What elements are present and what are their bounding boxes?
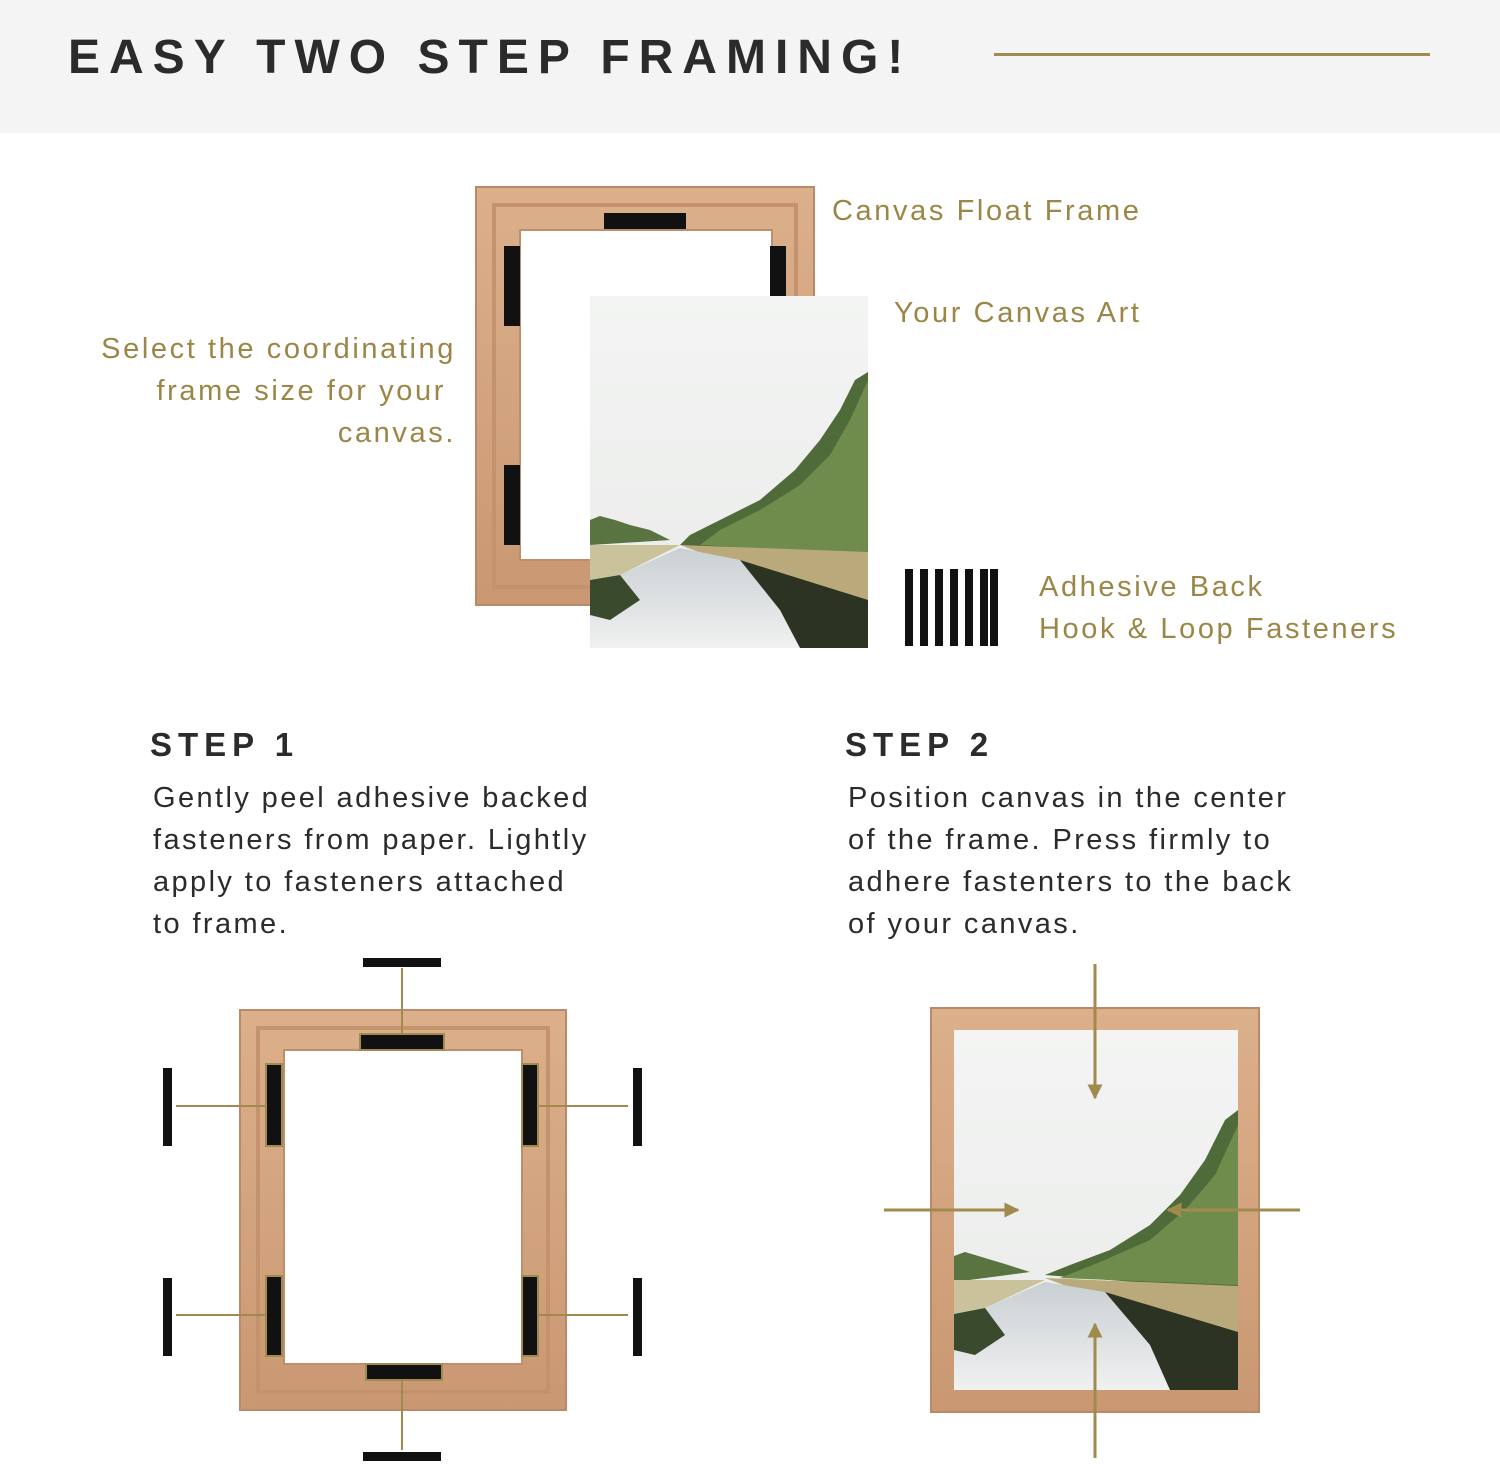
label-fasteners-line1: Adhesive Back bbox=[1039, 571, 1265, 603]
step1-body: Gently peel adhesive backed fasteners from paper. Lightly apply to fasteners attached to frame. bbox=[153, 782, 591, 940]
canvas-art-icon bbox=[590, 296, 868, 648]
label-select-size-line1: Select the coordinating bbox=[101, 333, 456, 365]
step1-frame-icon bbox=[240, 1010, 566, 1410]
label-fasteners-line2: Hook & Loop Fasteners bbox=[1039, 613, 1399, 645]
label-your-canvas-art: Your Canvas Art bbox=[894, 297, 1142, 329]
label-select-size-line3: canvas. bbox=[337, 417, 456, 449]
hook-loop-fastener-icon bbox=[905, 569, 998, 646]
step1-heading: STEP 1 bbox=[150, 726, 300, 763]
page-title: EASY TWO STEP FRAMING! bbox=[68, 31, 913, 84]
step2-heading: STEP 2 bbox=[845, 726, 995, 763]
label-select-size-line2: frame size for your bbox=[156, 375, 446, 407]
step2-body: Position canvas in the center of the frame. Press firmly to adhere fastenters to the back of your canvas. bbox=[848, 782, 1294, 940]
label-canvas-float-frame: Canvas Float Frame bbox=[832, 195, 1142, 227]
